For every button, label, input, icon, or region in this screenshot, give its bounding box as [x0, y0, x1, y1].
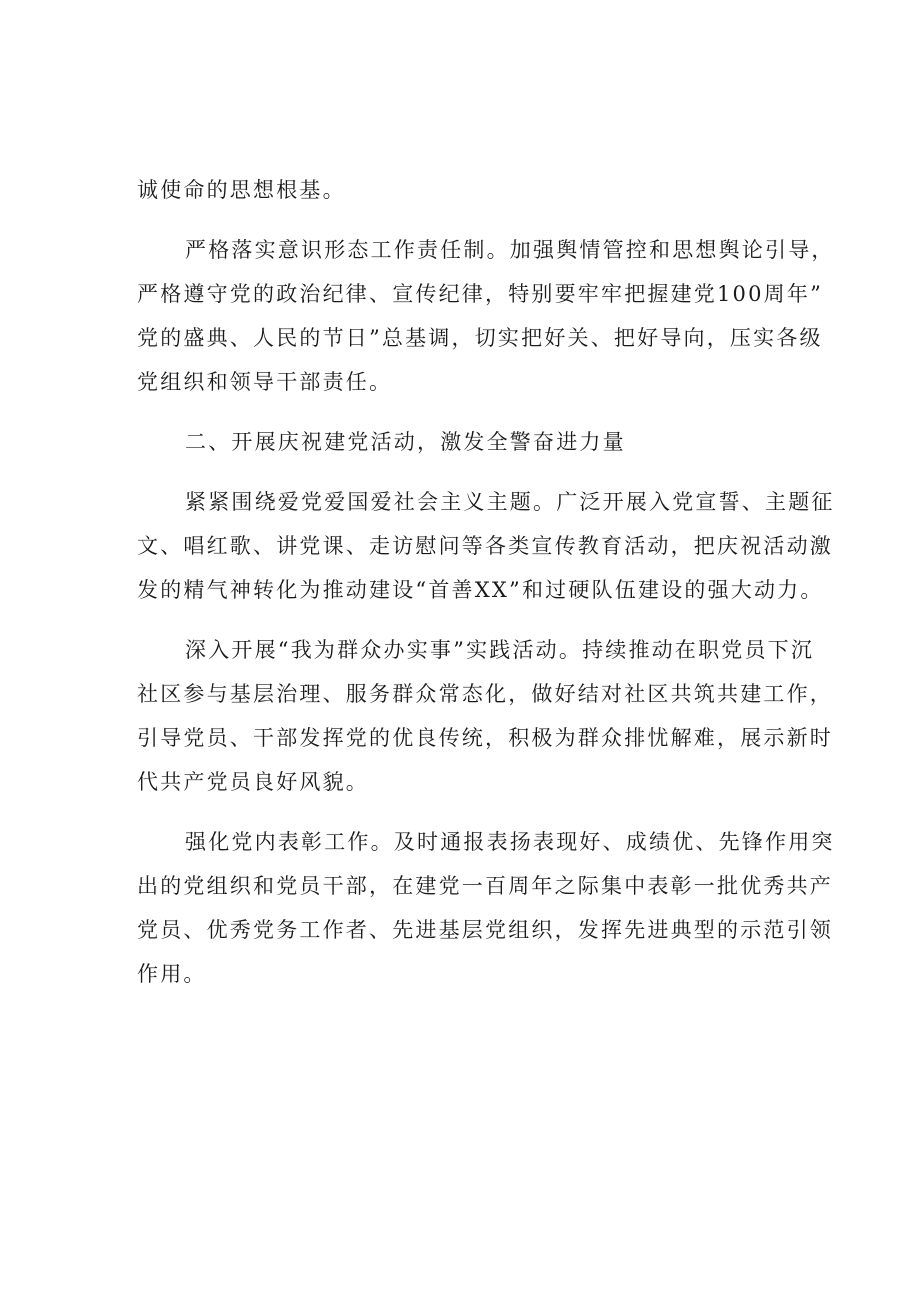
document-body [137, 168, 835, 996]
text-line: 党组织和领导干部责任。 [137, 370, 393, 394]
paragraph-commendation [137, 820, 835, 996]
paragraph-practice-activities [137, 628, 833, 804]
text-line: 作用。 [137, 962, 207, 986]
text-line: 文、唱红歌、讲党课、走访慰问等各类宣传教育活动，把庆祝活动激 [137, 534, 833, 558]
text-line: 发的精气神转化为推动建设“首善XX”和过硬队伍建设的强大动力。 [137, 578, 824, 602]
text-line: 紧紧围绕爱党爱国爱社会主义主题。广泛开展入党宣誓、主题征 [185, 490, 835, 514]
text-line: 严格遵守党的政治纪律、宣传纪律，特别要牢牢把握建党100周年” [137, 282, 824, 306]
text-line: 诚使命的思想根基。 [137, 178, 346, 202]
text-line: 出的党组织和党员干部，在建党一百周年之际集中表彰一批优秀共产 [137, 874, 833, 898]
paragraph-theme-activities [137, 480, 835, 612]
section-heading-text: 二、开展庆祝建党活动，激发全警奋进力量 [185, 430, 626, 454]
text-line: 党员、优秀党务工作者、先进基层党组织，发挥先进典型的示范引领 [137, 918, 833, 942]
paragraph-ideology-responsibility [137, 228, 835, 404]
section-heading [137, 420, 793, 464]
text-line: 强化党内表彰工作。及时通报表扬表现好、成绩优、先锋作用突 [185, 830, 835, 854]
text-line: 严格落实意识形态工作责任制。加强舆情管控和思想舆论引导， [185, 238, 835, 262]
text-line: 社区参与基层治理、服务群众常态化，做好结对社区共筑共建工作， [137, 682, 833, 706]
text-line: 引导党员、干部发挥党的优良传统，积极为群众排忧解难，展示新时 [137, 726, 833, 750]
paragraph-continuation [137, 168, 793, 212]
text-line: 深入开展“我为群众办实事”实践活动。持续推动在职党员下沉 [185, 638, 815, 662]
text-line: 党的盛典、人民的节日”总基调，切实把好关、把好导向，压实各级 [137, 326, 823, 350]
text-line: 代共产党员良好风貌。 [137, 770, 369, 794]
